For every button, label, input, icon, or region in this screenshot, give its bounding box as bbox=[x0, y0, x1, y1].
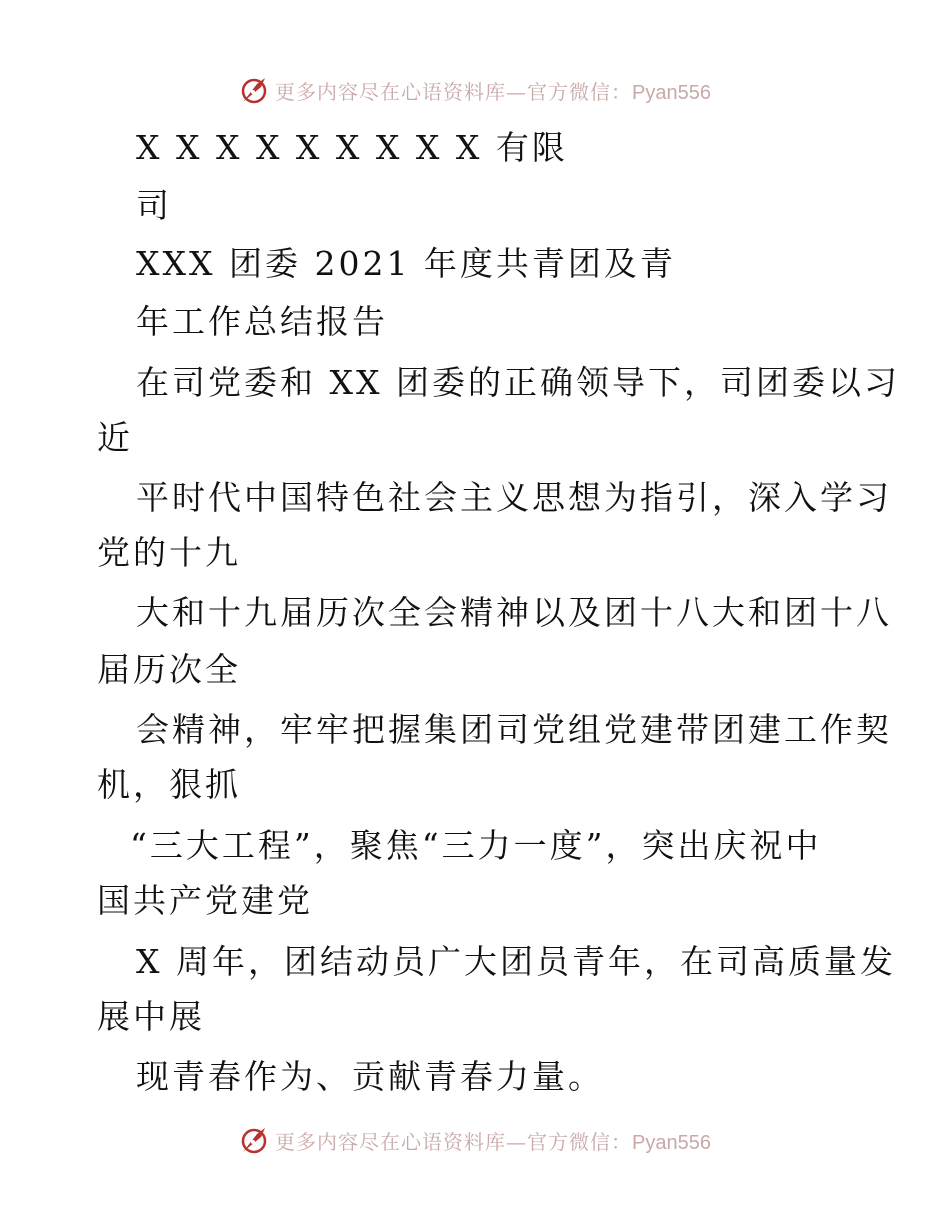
doc-line: X X X X X X X X X 有限 bbox=[136, 128, 568, 167]
banner-text: 更多内容尽在心语资料库—官方微信：Pyan556 bbox=[275, 1129, 711, 1154]
quill-logo-icon bbox=[239, 1125, 269, 1155]
doc-line: 现青春作为、贡献青春力量。 bbox=[136, 1057, 604, 1096]
quill-logo-icon bbox=[239, 75, 269, 105]
banner-text: 更多内容尽在心语资料库—官方微信：Pyan556 bbox=[275, 79, 711, 104]
doc-line: 在司党委和 XX 团委的正确领导下，司团委以习 bbox=[136, 363, 900, 402]
doc-line: 会精神，牢牢把握集团司党组党建带团建工作契 bbox=[136, 710, 892, 749]
doc-line: 平时代中国特色社会主义思想为指引，深入学习 bbox=[136, 478, 892, 517]
doc-line: 大和十九届历次全会精神以及团十八大和团十八 bbox=[136, 593, 892, 632]
doc-line: 年工作总结报告 bbox=[136, 302, 388, 341]
doc-line: 国共产党建党 bbox=[97, 881, 313, 920]
footer-banner bbox=[0, 1120, 950, 1160]
doc-line: 党的十九 bbox=[97, 533, 241, 572]
doc-line: 届历次全 bbox=[97, 650, 241, 689]
doc-line: “三大工程”，聚焦“三力一度”，突出庆祝中 bbox=[130, 826, 822, 865]
doc-line: 展中展 bbox=[97, 997, 205, 1036]
doc-line: 机，狠抓 bbox=[97, 765, 241, 804]
doc-line: 近 bbox=[97, 418, 133, 457]
doc-line: XXX 团委 2021 年度共青团及青 bbox=[136, 244, 676, 283]
doc-line: 司 bbox=[136, 186, 172, 225]
header-banner bbox=[0, 70, 950, 110]
doc-line: X 周年，团结动员广大团员青年，在司高质量发 bbox=[136, 942, 896, 981]
